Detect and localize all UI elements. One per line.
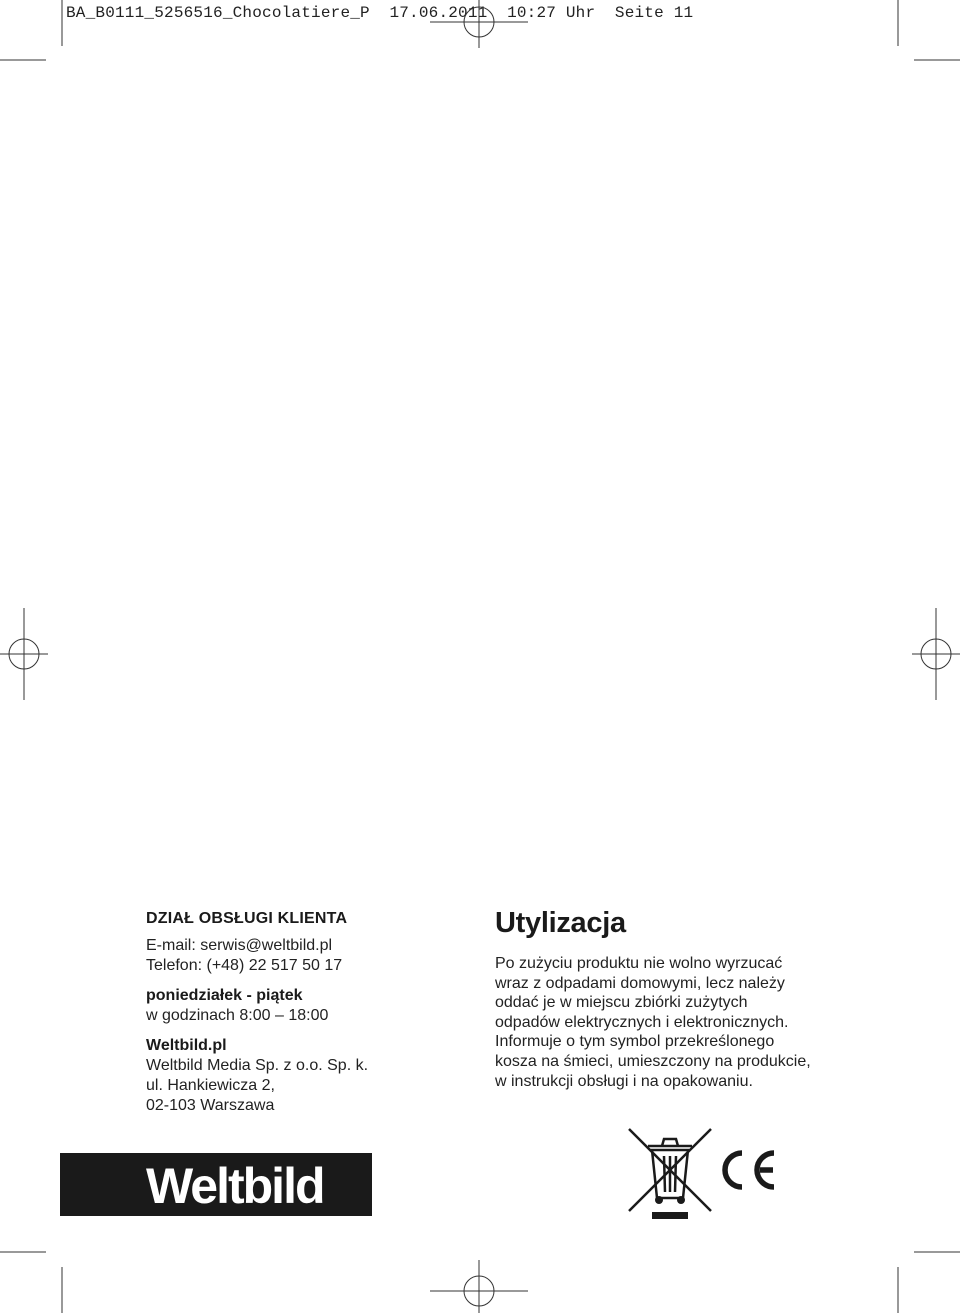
disposal-text-line: oddać je w miejscu zbiórki zużytych xyxy=(495,994,748,1012)
disposal-text-line: w instrukcji obsługi i na opakowaniu. xyxy=(495,1072,753,1090)
company-name: Weltbild Media Sp. z o.o. Sp. k. xyxy=(146,1057,369,1074)
email-line: E-mail: serwis@weltbild.pl xyxy=(146,937,333,954)
disposal-text-line: Informuje o tym symbol przekreślonego xyxy=(495,1033,775,1051)
company-city: 02-103 Warszawa xyxy=(146,1097,275,1114)
crossed-out-wheelie-bin-icon xyxy=(626,1126,714,1222)
print-header: BA_B0111_5256516_Chocolatiere_P 17.06.2011 10:27 Uhr Seite 11 xyxy=(66,4,694,22)
disposal-text-line: odpadów elektrycznych i elektronicznych. xyxy=(495,1013,789,1031)
logo-text: Weltbild xyxy=(146,1158,324,1214)
weltbild-logo xyxy=(60,1153,372,1216)
ce-mark-icon xyxy=(716,1148,780,1192)
disposal-text-line: kosza na śmieci, umieszczony na produkcie, xyxy=(495,1052,811,1070)
disposal-block xyxy=(495,907,825,1091)
company-street: ul. Hankiewicza 2, xyxy=(146,1077,275,1094)
disposal-text-line: wraz z odpadami domowymi, lecz należy xyxy=(495,974,785,992)
disposal-heading: Utylizacja xyxy=(495,907,626,939)
disposal-text-line: Po zużyciu produktu nie wolno wyrzucać xyxy=(495,955,783,972)
service-hours: w godzinach 8:00 – 18:00 xyxy=(146,1007,329,1024)
phone-line: Telefon: (+48) 22 517 50 17 xyxy=(146,957,343,974)
company-short: Weltbild.pl xyxy=(146,1037,227,1054)
service-days: poniedziałek - piątek xyxy=(146,987,303,1004)
customer-service-block xyxy=(146,910,466,1116)
customer-service-title: DZIAŁ OBSŁUGI KLIENTA xyxy=(146,910,348,927)
